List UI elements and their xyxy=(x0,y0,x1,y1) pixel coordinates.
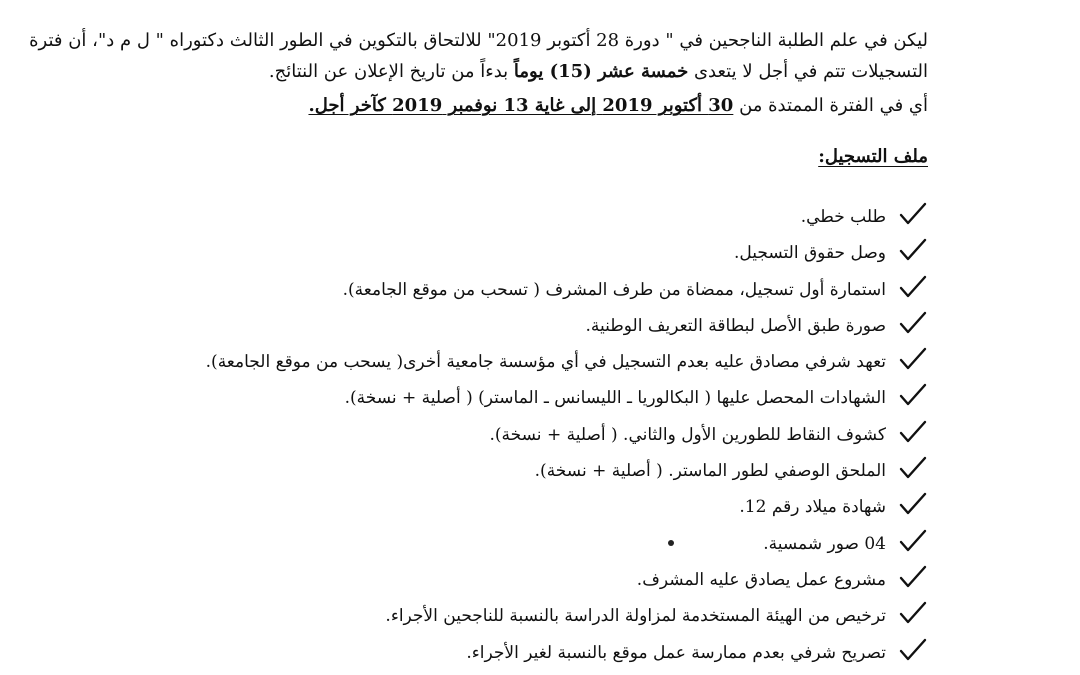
list-item-text: تصريح شرفي بعدم ممارسة عمل موقع بالنسبة لغير الأجراء. xyxy=(466,642,886,663)
list-item-text: مشروع عمل يصادق عليه المشرف. xyxy=(636,569,886,590)
checkmark-icon xyxy=(898,491,928,517)
checkmark-icon xyxy=(898,201,928,227)
deadline-period: 30 أكتوبر 2019 إلى غاية 13 نوفمبر 2019 كآخر أجل. xyxy=(308,95,734,116)
intro-line-2-text-a: التسجيلات تتم في أجل لا يتعدى xyxy=(688,61,928,82)
checkmark-icon xyxy=(898,528,928,554)
list-item-text: الملحق الوصفي لطور الماستر. ( أصلية + نسخة). xyxy=(534,461,886,482)
list-item-text: تعهد شرفي مصادق عليه بعدم التسجيل في أي مؤسسة جامعية أخرى( يسحب من موقع الجامعة). xyxy=(205,352,886,373)
checkmark-icon xyxy=(898,310,928,336)
list-item-text: استمارة أول تسجيل، ممضاة من طرف المشرف ( تسحب من موقع الجامعة). xyxy=(342,279,886,300)
scan-speck xyxy=(668,540,674,546)
list-item-text: ترخيص من الهيئة المستخدمة لمزاولة الدراسة بالنسبة للناجحين الأجراء. xyxy=(385,606,886,627)
checkmark-icon xyxy=(898,564,928,590)
checkmark-icon xyxy=(898,237,928,263)
list-item-text: شهادة ميلاد رقم 12. xyxy=(739,497,886,518)
intro-line-2 xyxy=(269,60,928,84)
intro-line-2-bold: خمسة عشر (15) يوماً xyxy=(513,61,689,82)
checkmark-icon xyxy=(898,637,928,663)
checkmark-icon xyxy=(898,346,928,372)
list-item-text: وصل حقوق التسجيل. xyxy=(734,243,886,264)
intro-line-1 xyxy=(29,29,928,53)
checkmark-icon xyxy=(898,274,928,300)
intro-line-2-text-b: بدءاً من تاريخ الإعلان عن النتائج. xyxy=(268,61,514,82)
file-section-title: ملف التسجيل: xyxy=(818,146,928,167)
list-item-text: كشوف النقاط للطورين الأول والثاني. ( أصلية + نسخة). xyxy=(489,424,886,445)
list-item-text: طلب خطي. xyxy=(800,207,886,227)
intro-line-3-text: أي في الفترة الممتدة من xyxy=(733,95,928,116)
list-item-text: صورة طبق الأصل لبطاقة التعريف الوطنية. xyxy=(585,315,886,336)
list-item-text: الشهادات المحصل عليها ( البكالوريا ـ الليسانس ـ الماستر) ( أصلية + نسخة). xyxy=(344,388,886,409)
list-item-text: 04 صور شمسية. xyxy=(763,533,886,554)
checkmark-icon xyxy=(898,382,928,408)
checkmark-icon xyxy=(898,600,928,626)
checkmark-icon xyxy=(898,419,928,445)
intro-line-1-text: ليكن في علم الطلبة الناجحين في " دورة 28 أكتوبر 2019" للالتحاق بالتكوين في الطور الثالث دكتوراه " ل م د"، أن فترة xyxy=(29,30,928,51)
intro-line-3 xyxy=(308,94,928,118)
checkmark-icon xyxy=(898,455,928,481)
